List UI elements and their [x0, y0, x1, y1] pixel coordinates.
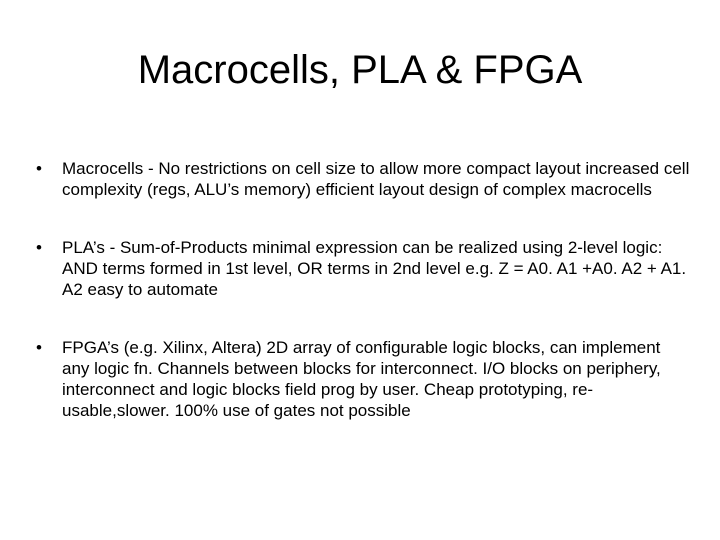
slide-title: Macrocells, PLA & FPGA [137, 48, 583, 92]
bullet-list [30, 158, 690, 458]
bullet-text: FPGA’s (e.g. Xilinx, Altera) 2D array of configurable logic blocks, can implement any logic fn. Channels between blocks for interconnect. I/O blocks on periphery, interconnect and logic blocks field prog by user. Cheap prototyping, re-usable,slower. 100% use of gates not possible [62, 338, 661, 420]
bullet-marker: • [36, 238, 42, 257]
bullet-item-fpga [30, 337, 690, 421]
bullet-item-macrocells [30, 158, 690, 200]
bullet-marker: • [36, 338, 42, 357]
bullet-item-pla [30, 237, 690, 300]
bullet-text: Macrocells - No restrictions on cell size to allow more compact layout increased cell complexity (regs, ALU’s memory) efficient layout design of complex macrocells [62, 159, 690, 199]
bullet-marker: • [36, 159, 42, 178]
bullet-text: PLA’s - Sum-of-Products minimal expression can be realized using 2-level logic: AND terms formed in 1st level, OR terms in 2nd level e.g. Z = A0. A1 +A0. A2 + A1. A2 easy to automate [62, 238, 687, 299]
